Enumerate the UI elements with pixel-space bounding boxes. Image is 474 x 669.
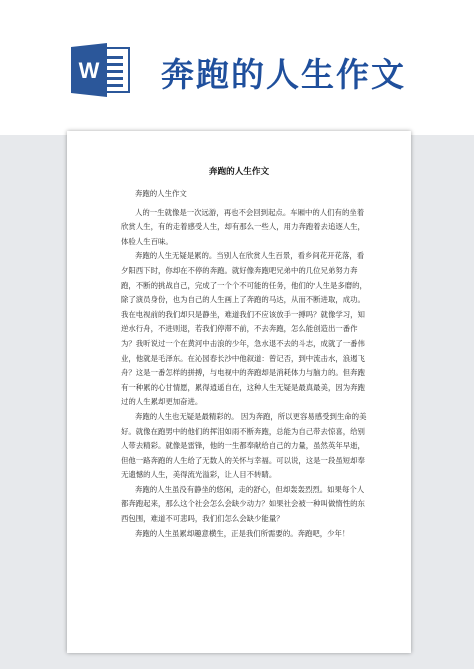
paragraph: 奔跑的人生无疑是累的。当别人在欣赏人生百景，看乡间花开花落，看夕阳西下时，你却在不停的奔跑。就好像奔跑吧兄弟中的几位兄弟努力奔跑，不断的挑战自己，完成了一个个不可能的任务，他们的'人生是多磨的，除了演员身份，也为自己的人生画上了奔跑的马达，从而不断进取，成功。我在电视前的我们却只是静坐，难道我们不应该放手一搏吗？就像学习，知逆水行舟，不进则退，若我们停滞不前，不去奔跑，怎么能创造出一番作为？我听说过一个在黄河中击浪的少年，急水退不去的斗志，成就了一番伟业，他就是毛泽东。在沁园春长沙中他叙道：曾记否，到中流击水，浪遏飞舟？这是一番怎样的拼搏，与电视中的奔跑却是消耗体力与脑力的。但奔跑有一种累的心甘情愿，累得逍遥自在，这种人生无疑是最真最美，因为奔跑过的人生累却更加奋进。	[121, 251, 367, 407]
word-icon-letter: W	[78, 58, 100, 83]
word-icon	[71, 43, 131, 97]
paragraph: 人的一生就像是一次远游，再也不会回到起点。车厢中的人们有的坐着欣赏人生，有的走着感受人生，却有那么一些人，用力奔跑着去追逐人生，体验人生百味。	[121, 207, 365, 246]
document-page	[67, 131, 411, 653]
paragraph: 奔跑的人生虽没有静坐的悠闲，走的舒心，但却轰轰烈烈。如果每个人都奔跑起来，那么这个社会怎么会缺少动力？如果社会被一种叫做惰性的东西包围，难道不可悲吗，我们们怎么会缺少能量？	[121, 484, 365, 524]
document-subtitle: 奔跑的人生作文	[135, 189, 187, 198]
document-body	[121, 187, 371, 541]
header-banner	[0, 0, 474, 135]
paragraph: 奔跑的人生虽累却趣意横生，正是我们所需要的。奔跑吧，少年！	[135, 528, 350, 538]
document-title: 奔跑的人生作文	[208, 167, 270, 177]
banner-title: 奔跑的人生作文	[161, 55, 406, 94]
paragraph: 奔跑的人生也无疑是最精彩的。 因为奔跑，所以更容易感受到生命的美好。就像在跑男中的他们的挥泪如雨不断奔跑，总能为自己带去惊喜，给别人带去精彩。就像是雷锋，他的一生都奉献给自己的力量，虽然英年早逝，但他一路奔跑的人生给了无数人的关怀与幸福。可以说，这是一段虽短却奉无遗憾的人生，美得流光溢彩，让人目不转睛。	[121, 411, 367, 480]
